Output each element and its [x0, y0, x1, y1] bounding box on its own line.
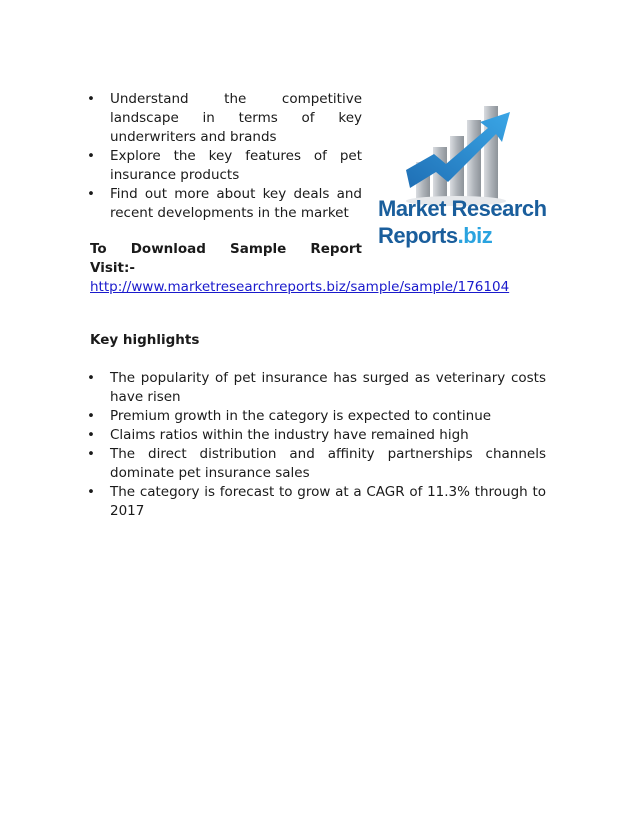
logo-biz-text: .biz [457, 223, 493, 248]
list-item: • The category is forecast to grow at a CAGR of 11.3% through to 2017 [90, 483, 546, 521]
list-item: • Premium growth in the category is expected to continue [90, 407, 546, 426]
top-bullet-list [90, 90, 362, 223]
list-item: • Explore the key features of pet insurance products [90, 147, 362, 185]
download-word: To [90, 241, 107, 257]
sample-link[interactable]: http://www.marketresearchreports.biz/sample/sample/176104 [90, 279, 510, 295]
logo-wordmark [378, 195, 550, 249]
list-item: • Find out more about key deals and recent developments in the market [90, 185, 362, 223]
list-item: • The direct distribution and affinity partnerships channels dominate pet insurance sales [90, 445, 546, 483]
download-word: Report [310, 241, 362, 257]
visit-label: Visit:- [90, 260, 135, 276]
key-highlights-heading: Key highlights [90, 332, 200, 348]
logo-line-1: Market Research [378, 196, 547, 221]
key-highlights-list [90, 369, 546, 521]
download-word: Sample [229, 241, 287, 257]
list-item: • Understand the competitive landscape in terms of key underwriters and brands [90, 90, 362, 147]
download-sample-text [90, 240, 362, 278]
logo-reports-text: Reports [378, 223, 458, 248]
logo-line-2 [378, 222, 550, 249]
list-item: • The popularity of pet insurance has surged as veterinary costs have risen [90, 369, 546, 407]
download-word: Download [130, 241, 206, 257]
list-item: • Claims ratios within the industry have remained high [90, 426, 546, 445]
